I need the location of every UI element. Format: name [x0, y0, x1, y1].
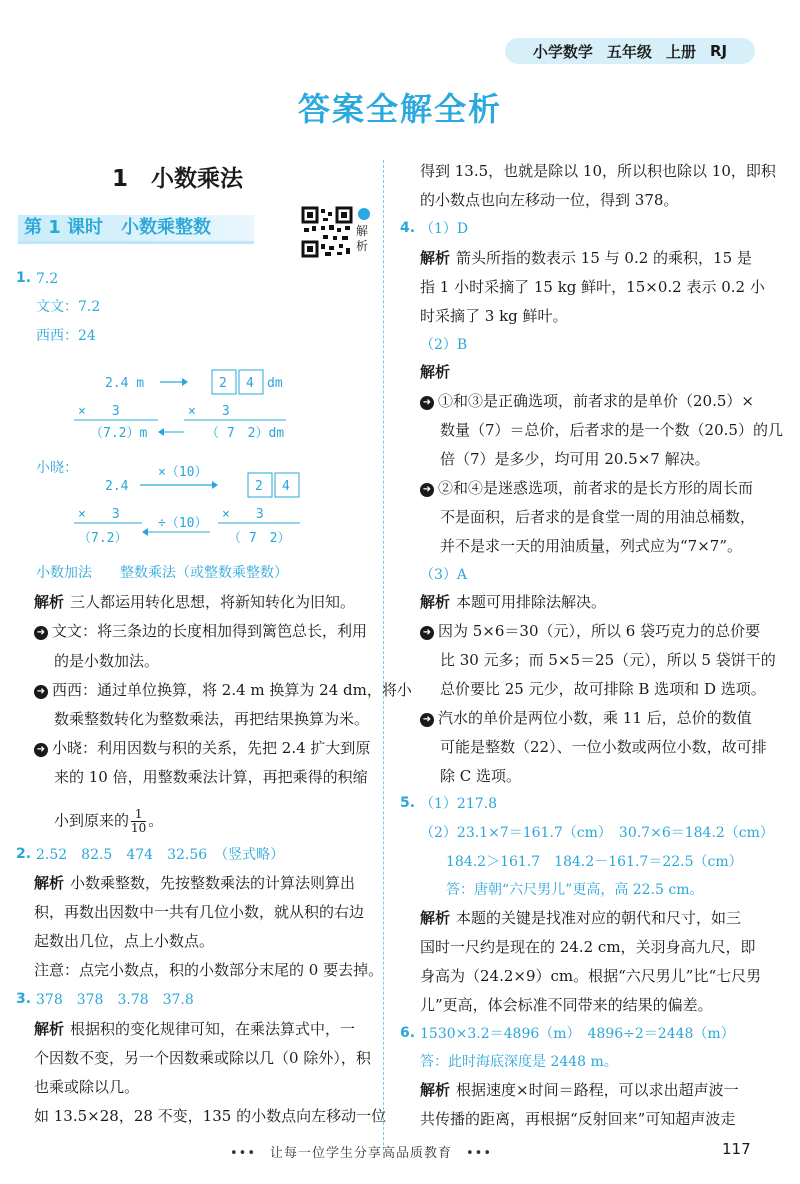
q4-bullet-1-line-2: 数量（7）＝总价，后者求的是一个数（20.5）的几: [440, 421, 783, 439]
q1-bullet-3: [34, 737, 370, 759]
arrow-bullet-icon: ➜: [34, 685, 48, 699]
header-edition: RJ: [709, 42, 728, 60]
q6-analysis-line-2: 共传播的距离，再根据“反射回来”可知超声波走: [420, 1110, 736, 1128]
d2-times-2: × 3: [222, 507, 264, 522]
d1-box-1-text: 2: [219, 376, 227, 391]
q1-bullet-3-line-3: [54, 808, 163, 835]
analysis-label: 解析: [34, 593, 65, 611]
q4-number: 4.: [400, 220, 416, 236]
fraction-denominator: 10: [131, 821, 147, 835]
q1-bullet-2: [34, 679, 412, 701]
analysis-label: 解析: [420, 363, 451, 381]
q3-cont-line-1: 得到 13.5，也就是除以 10，所以积也除以 10，即积: [420, 162, 776, 180]
q2-analysis: [34, 872, 355, 894]
q1-bullet-1-line-1: 文文：将三条边的长度相加得到篱笆总长，利用: [52, 622, 368, 640]
q4-bullet-1: [420, 390, 754, 412]
arrow-bullet-icon: ➜: [34, 626, 48, 640]
q4-bullet-3-line-3: 总价要比 25 元少，故可排除 B 选项和 D 选项。: [440, 680, 766, 698]
q2-answer: 2.52 82.5 474 32.56 （竖式略）: [36, 847, 285, 863]
q5-answer-2: （2）23.1×7＝161.7（cm） 30.7×6＝184.2（cm）: [420, 825, 774, 841]
d2-res-left: （7.2）: [78, 531, 128, 546]
q3-last-line: 如 13.5×28，28 不变，135 的小数点向左移动一位: [34, 1107, 387, 1125]
d1-res-left: （7.2）m: [90, 426, 148, 441]
q4-bullet-2-line-3: 并不是求一天的用油质量，列式应为“7×7”。: [440, 537, 742, 555]
q3-number: 3.: [16, 991, 32, 1007]
q5-analysis-line-4: 儿”更高，体会标准不同带来的结果的偏差。: [420, 996, 713, 1014]
q1-bullet-2-line-2: 数乘整数转化为整数乘法，再把结果换算为米。: [54, 710, 370, 728]
q1-bullet-3-period: 。: [148, 811, 164, 830]
diagram-xiaoxiao: [60, 460, 380, 555]
q5-analysis: [420, 907, 741, 929]
q3-analysis-line-2: 个因数不变，另一个因数乘或除以几（0 除外），积: [34, 1049, 371, 1067]
q4-bullet-4-line-3: 除 C 选项。: [440, 767, 522, 785]
fraction: [131, 808, 146, 835]
q2-note: 注意：点完小数点，积的小数部分末尾的 0 要去掉。: [34, 961, 384, 979]
d1-a: 2.4 m: [105, 376, 145, 391]
d1-unit: dm: [267, 376, 283, 391]
d2-a: 2.4: [105, 479, 129, 494]
q4-bullet-2-line-1: ②和④是迷惑选项，前者求的是长方形的周长而: [438, 479, 754, 497]
q6-answer-2: 答：此时海底深度是 2448 m。: [420, 1054, 618, 1070]
q4-bullet-3-line-2: 比 30 元多；而 5×5＝25（元），所以 5 袋饼干的: [440, 651, 776, 669]
qr-label-1: 解: [356, 224, 369, 238]
d2-arrowhead-1: [212, 481, 218, 489]
d2-arrowhead-2: [142, 528, 148, 536]
header-volume: 上册: [665, 42, 696, 61]
q4-part-1: （1）D: [420, 221, 469, 237]
q5-answer-4: 答：唐朝“六尺男儿”更高，高 22.5 cm。: [446, 882, 704, 898]
q5-answer-1: （1）217.8: [420, 796, 497, 812]
analysis-label: 解析: [420, 1081, 451, 1099]
q1-bullet-3-line-1: 小晓：利用因数与积的关系，先把 2.4 扩大到原: [52, 739, 371, 757]
analysis-label: 解析: [34, 874, 65, 892]
q2-analysis-line-2: 积，再数出因数中一共有几位小数，就从积的右边: [34, 903, 365, 921]
q1-analysis-text: 三人都运用转化思想，将新知转化为旧知。: [70, 593, 356, 611]
d1-times: × 3: [78, 404, 120, 419]
header-grade: 五年级: [606, 42, 652, 61]
q4-bullet-4-line-2: 可能是整数（22）、一位小数或两位小数，故可排: [440, 738, 767, 756]
d1-arrowhead-1: [182, 378, 188, 386]
q4-analysis-1-line-2: 指 1 小时采摘了 15 kg 鲜叶，15×0.2 表示 0.2 小: [420, 278, 765, 296]
q5-answer-3: 184.2＞161.7 184.2－161.7＝22.5（cm）: [446, 854, 743, 870]
q3-cont-line-2: 的小数点也向左移动一位，得到 378。: [420, 191, 679, 209]
q5-analysis-line-1: 本题的关键是找准对应的朝代和尺寸，如三: [456, 909, 742, 927]
d2-res-right: （ 7 2）: [228, 531, 291, 546]
d2-box-2-text: 4: [282, 479, 290, 494]
q4-bullet-2: [420, 477, 753, 499]
q2-analysis-line-1: 小数乘整数，先按整数乘法的计算法则算出: [70, 874, 356, 892]
arrow-bullet-icon: ➜: [420, 713, 434, 727]
page-title: 答案全解全析: [297, 90, 502, 128]
q5-analysis-line-3: 身高为（24.2×9）cm。根据“六尺男儿”比“七尺男: [420, 967, 762, 985]
q5-number: 5.: [400, 795, 416, 811]
q1-bullet-3-line-2: 来的 10 倍，用整数乘法计算，再把乘得的积缩: [54, 768, 368, 786]
q3-analysis-line-3: 也乘或除以几。: [34, 1078, 140, 1096]
q2-analysis-line-3: 起数出几位，点上小数点。: [34, 932, 215, 950]
arrow-bullet-icon: ➜: [420, 396, 434, 410]
q6-answer-1: 1530×3.2＝4896（m） 4896÷2＝2448（m）: [420, 1026, 735, 1042]
q1-bullet-1: [34, 620, 367, 642]
q1-line-1: 文文：7.2: [36, 299, 101, 315]
arrow-bullet-icon: ➜: [420, 626, 434, 640]
analysis-label: 解析: [420, 593, 451, 611]
q1-line-2: 西西：24: [36, 328, 96, 344]
q4-part-3: （3）A: [420, 567, 468, 583]
q2-number: 2.: [16, 846, 32, 862]
q3-analysis: [34, 1018, 355, 1040]
analysis-label: 解析: [420, 249, 451, 267]
q1-bullet-3-tail: 小到原来的: [54, 811, 130, 830]
q4-bullet-3: [420, 620, 760, 642]
q1-bullet-1-line-2: 的是小数加法。: [54, 652, 160, 670]
d1-times-2: × 3: [188, 404, 230, 419]
arrow-bullet-icon: ➜: [34, 743, 48, 757]
q4-bullet-3-line-1: 因为 5×6＝30（元），所以 6 袋巧克力的总价要: [438, 622, 761, 640]
d2-times: × 3: [78, 507, 120, 522]
qr-code-icon[interactable]: [301, 206, 353, 258]
q4-analysis-1-line-1: 箭头所指的数表示 15 与 0.2 的乘积，15 是: [456, 249, 752, 267]
analysis-label: 解析: [34, 1020, 65, 1038]
d2-op2: ÷（10）: [158, 516, 208, 531]
q4-bullet-4: [420, 707, 752, 729]
q5-analysis-line-2: 国时一尺约是现在的 24.2 cm，关羽身高九尺，即: [420, 938, 756, 956]
d2-box-1-text: 2: [255, 479, 263, 494]
q4-analysis-1-line-3: 时采摘了 3 kg 鲜叶。: [420, 307, 568, 325]
q3-answer: 378 378 3.78 37.8: [36, 992, 194, 1008]
q6-analysis-line-1: 根据速度×时间＝路程，可以求出超声波一: [456, 1081, 739, 1099]
q3-analysis-line-1: 根据积的变化规律可知，在乘法算式中，一: [70, 1020, 356, 1038]
q4-bullet-2-line-2: 不是面积，后者求的是食堂一周的用油总桶数，: [440, 508, 756, 526]
q1-analysis: [34, 591, 355, 613]
qr-label-2: 析: [356, 239, 369, 253]
xiaoxiao-label: 小晓：: [36, 460, 78, 476]
q6-analysis: [420, 1079, 739, 1101]
q4-bullet-1-line-1: ①和③是正确选项，前者求的是单价（20.5）×: [438, 392, 754, 410]
q1-methods: 小数加法 整数乘法（或整数乘整数）: [36, 565, 288, 581]
diagram-xixi: [60, 362, 380, 452]
header-subject: 小学数学: [532, 42, 593, 61]
q4-analysis-1: [420, 247, 752, 269]
q1-bullet-2-line-1: 西西：通过单位换算，将 2.4 m 换算为 24 dm，将小: [52, 681, 412, 699]
d1-res-right: （ 7 2）dm: [206, 426, 285, 441]
q4-bullet-1-line-3: 倍（7）是多少，均可用 20.5×7 解决。: [440, 450, 710, 468]
q6-number: 6.: [400, 1025, 416, 1041]
d1-box-2-text: 4: [246, 376, 254, 391]
footer-slogan: ••• 让每一位学生分享高品质教育 •••: [230, 1146, 493, 1161]
page-number: 117: [722, 1140, 751, 1158]
header-tag: [505, 38, 755, 64]
q4-analysis-2-label: [420, 361, 456, 383]
q4-bullet-4-line-1: 汽水的单价是两位小数，乘 11 后，总价的数值: [438, 709, 752, 727]
q1-answer: 7.2: [36, 271, 59, 287]
analysis-label: 解析: [420, 909, 451, 927]
arrow-bullet-icon: ➜: [420, 483, 434, 497]
q1-number: 1.: [16, 270, 32, 286]
q4-analysis-3-text: 本题可用排除法解决。: [456, 593, 607, 611]
lesson-banner: 第 1 课时 小数乘整数: [18, 215, 254, 244]
section-title: 1 小数乘法: [112, 166, 244, 192]
fraction-numerator: 1: [131, 808, 146, 822]
q4-part-2: （2）B: [420, 337, 468, 353]
qr-label: [356, 224, 370, 254]
d2-op1: ×（10）: [158, 465, 208, 480]
column-divider: [383, 160, 384, 1150]
d1-arrowhead-2: [158, 428, 164, 436]
q4-analysis-3: [420, 591, 606, 613]
play-icon: [358, 208, 370, 220]
